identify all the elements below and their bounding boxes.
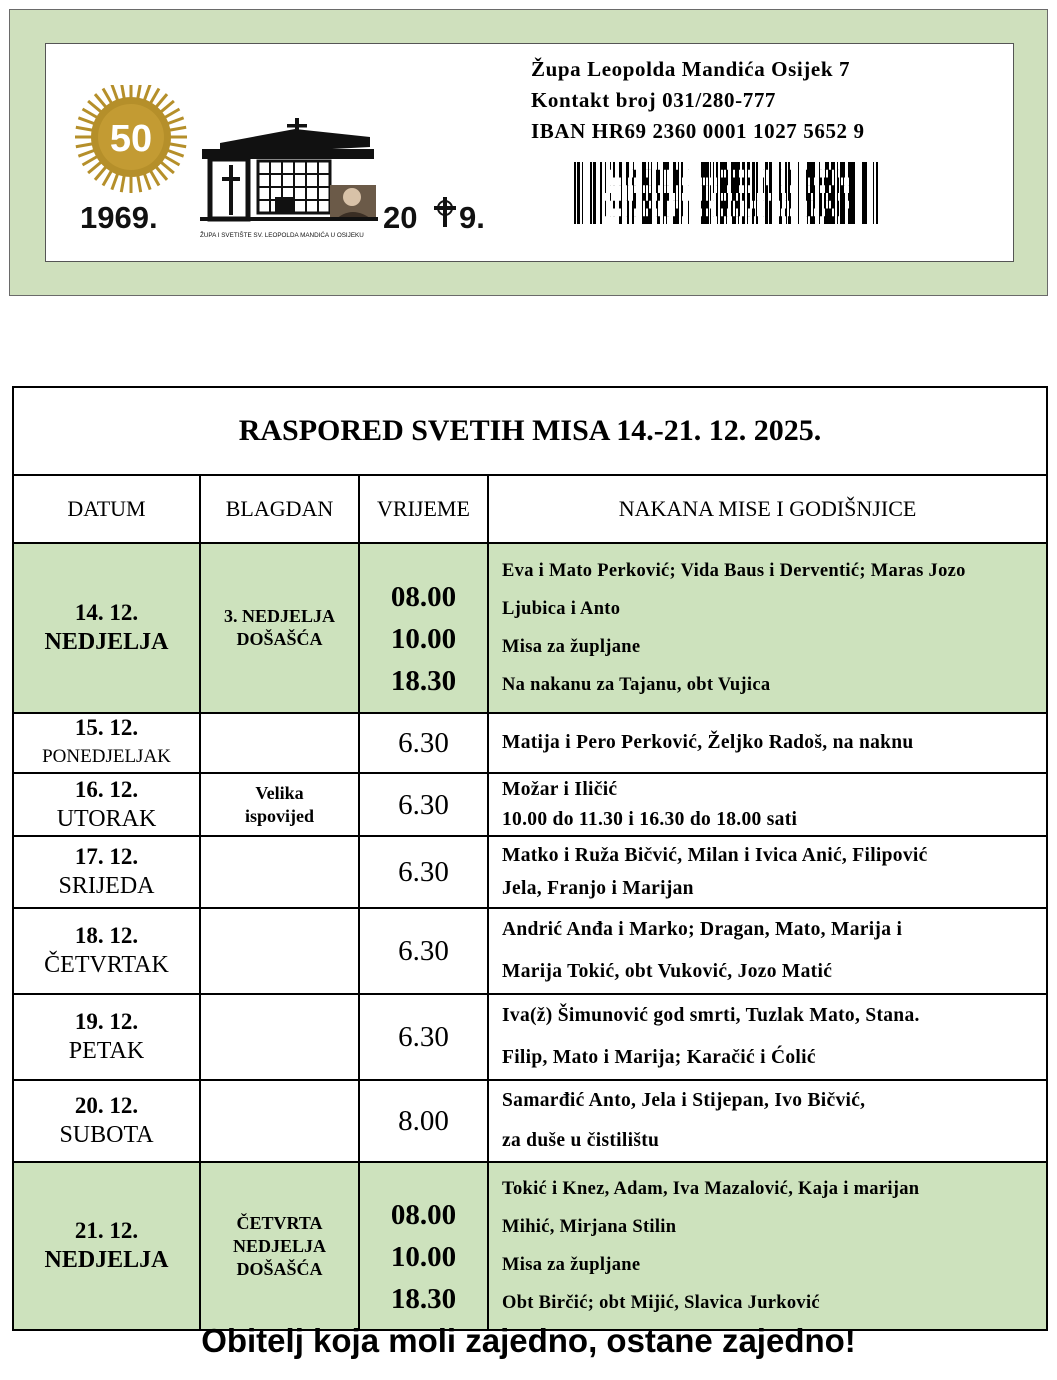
day-name: ČETVRTAK: [44, 952, 169, 978]
intention-line: Misa za župljane: [502, 637, 641, 657]
iban: IBAN HR69 2360 0001 1027 5652 9: [531, 119, 865, 143]
sun-badge-icon: [75, 85, 187, 193]
year-start: 1969.: [80, 200, 158, 235]
row-time: [359, 713, 488, 773]
row-date: [13, 773, 200, 836]
schedule-title: RASPORED SVETIH MISA 14.-21. 12. 2025.: [13, 387, 1047, 475]
row-feast: [200, 543, 359, 713]
payment-barcode-icon[interactable]: [574, 162, 879, 224]
mass-time: 6.30: [398, 856, 449, 888]
row-date: [13, 994, 200, 1080]
intention-line: Na nakanu za Tajanu, obt Vujica: [502, 675, 771, 695]
row-intentions: [488, 543, 1047, 713]
year-end: 20: [383, 200, 418, 235]
row-feast: [200, 1162, 359, 1330]
schedule-row: [13, 543, 1047, 713]
intention-line: Ljubica i Anto: [502, 599, 621, 619]
date-number: 21. 12.: [74, 1218, 139, 1243]
row-intentions: [488, 994, 1047, 1080]
mass-time: 6.30: [398, 727, 449, 759]
date-number: 20. 12.: [74, 1093, 139, 1118]
row-date: [13, 908, 200, 994]
row-time: [359, 543, 488, 713]
day-name: SUBOTA: [59, 1122, 154, 1148]
date-number: 19. 12.: [74, 1009, 139, 1034]
intention-line: Mihić, Mirjana Stilin: [502, 1217, 677, 1237]
day-name: NEDJELJA: [44, 1247, 169, 1273]
day-name: PETAK: [68, 1038, 145, 1064]
mass-time: 10.00: [390, 623, 457, 655]
badge-number: 50: [109, 118, 153, 160]
schedule-row: [13, 994, 1047, 1080]
mass-time: 10.00: [390, 1241, 457, 1273]
feast-line: ispovijed: [244, 805, 314, 826]
contact-number: Kontakt broj 031/280-777: [531, 88, 777, 112]
intention-line: Misa za župljane: [502, 1255, 641, 1275]
date-number: 17. 12.: [74, 844, 139, 869]
intention-line: za duše u čistilištu: [502, 1130, 660, 1151]
row-date: [13, 1162, 200, 1330]
intention-line: Matija i Pero Perković, Željko Radoš, na naknu: [502, 732, 914, 753]
row-feast: [200, 773, 359, 836]
date-number: 15. 12.: [74, 715, 139, 740]
feast-line: DOŠAŠĆA: [236, 1258, 323, 1279]
date-number: 14. 12.: [74, 600, 139, 625]
row-intentions: [488, 836, 1047, 908]
mass-schedule-table: [12, 386, 1048, 1331]
mass-time: 08.00: [390, 581, 457, 613]
date-number: 18. 12.: [74, 923, 139, 948]
date-number: 16. 12.: [74, 776, 139, 802]
cross-icon: [434, 197, 456, 227]
column-header-date: DATUM: [13, 475, 200, 543]
feast-line: NEDJELJA: [232, 1235, 326, 1256]
row-time: [359, 994, 488, 1080]
church-building-icon: [200, 118, 378, 221]
schedule-row: [13, 1080, 1047, 1162]
day-name: SRIJEDA: [58, 873, 155, 899]
feast-line: Velika: [255, 782, 304, 803]
row-feast: [200, 994, 359, 1080]
row-time: [359, 1080, 488, 1162]
schedule-row: [13, 773, 1047, 836]
intention-line: Andrić Anđa i Marko; Dragan, Mato, Marija i: [502, 919, 903, 940]
row-feast: [200, 908, 359, 994]
row-date: [13, 1080, 200, 1162]
intention-line: Samarđić Anto, Jela i Stijepan, Ivo Bičvić,: [502, 1090, 866, 1111]
day-name: PONEDJELJAK: [42, 746, 171, 767]
row-feast: [200, 836, 359, 908]
intention-line: Eva i Mato Perković; Vida Baus i Derventić; Maras Jozo: [502, 561, 966, 581]
intention-line: Obt Birčić; obt Mijić, Slavica Jurković: [502, 1293, 820, 1313]
parish-info: [531, 54, 865, 147]
row-time: [359, 773, 488, 836]
day-name: NEDJELJA: [44, 629, 169, 655]
column-header-time: VRIJEME: [359, 475, 488, 543]
row-time: [359, 836, 488, 908]
row-date: [13, 836, 200, 908]
column-header-feast: BLAGDAN: [200, 475, 359, 543]
schedule-row: [13, 908, 1047, 994]
logo-caption: ŽUPA I SVETIŠTE SV. LEOPOLDA MANDIĆA U OSIJEKU: [200, 232, 364, 239]
mass-time: 6.30: [398, 935, 449, 967]
row-date: [13, 713, 200, 773]
mass-time: 6.30: [398, 788, 449, 821]
feast-line: 3. NEDJELJA: [223, 606, 335, 626]
day-name: UTORAK: [56, 805, 157, 832]
row-time: [359, 1162, 488, 1330]
row-time: [359, 908, 488, 994]
intention-line: Iva(ž) Šimunović god smrti, Tuzlak Mato, Stana.: [502, 1005, 920, 1026]
intention-line: Tokić i Knez, Adam, Iva Mazalović, Kaja i marijan: [502, 1179, 920, 1199]
schedule-row: [13, 836, 1047, 908]
mass-time: 6.30: [398, 1021, 449, 1053]
intention-line: Marija Tokić, obt Vuković, Jozo Matić: [502, 961, 833, 982]
column-header-intention: NAKANA MISE I GODIŠNJICE: [488, 475, 1047, 543]
row-intentions: [488, 713, 1047, 773]
mass-time: 8.00: [398, 1105, 449, 1137]
parish-anniversary-logo: [70, 85, 500, 245]
feast-line: DOŠAŠĆA: [236, 629, 323, 649]
schedule-row: [13, 713, 1047, 773]
row-intentions: [488, 1080, 1047, 1162]
row-intentions: [488, 1162, 1047, 1330]
row-intentions: [488, 908, 1047, 994]
mass-time: 18.30: [390, 1283, 457, 1315]
intention-line: Filip, Mato i Marija; Karačić i Ćolić: [502, 1047, 816, 1068]
parish-name: Župa Leopolda Mandića Osijek 7: [531, 57, 851, 81]
schedule-row: [13, 1162, 1047, 1330]
row-date: [13, 543, 200, 713]
row-intentions: [488, 773, 1047, 836]
intention-line: Jela, Franjo i Marijan: [502, 878, 694, 899]
intention-line: 10.00 do 11.30 i 16.30 do 18.00 sati: [502, 808, 798, 830]
row-feast: [200, 713, 359, 773]
mass-time: 08.00: [390, 1199, 457, 1231]
mass-time: 18.30: [390, 665, 457, 697]
feast-line: ČETVRTA: [236, 1212, 323, 1233]
intention-line: Možar i Iličić: [502, 778, 618, 800]
intention-line: Matko i Ruža Bičvić, Milan i Ivica Anić, Filipović: [502, 845, 928, 866]
row-feast: [200, 1080, 359, 1162]
year-end-suffix: 9.: [459, 200, 485, 235]
motto: Obitelj koja moli zajedno, ostane zajedno!: [201, 1322, 856, 1359]
